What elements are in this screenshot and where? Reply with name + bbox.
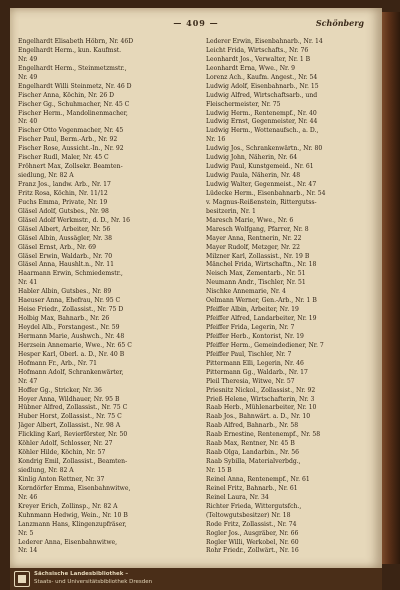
directory-entry: Neumann Andr., Tischler, Nr. 51 [206, 279, 306, 287]
directory-entry: Raab Ernestine, Rentenempf., Nr. 58 [206, 431, 321, 439]
directory-entry: Haarmann Erwin, Schmiedemstr., [18, 270, 123, 278]
directory-entry: Habler Albin, Gutsbes., Nr. 89 [18, 288, 112, 296]
directory-entry: Hermann Marie, Aushwch., Nr. 48 [18, 332, 125, 340]
directory-entry: Pleil Theresia, Witwe, Nr. 57 [206, 377, 295, 385]
directory-entry: Pittermann Gg., Waldarb., Nr. 17 [206, 368, 308, 376]
footer-line-2: Staats- und Universitätsbibliothek Dresden [34, 579, 153, 585]
directory-entry: Rogler Jos., Ausgräber, Nr. 66 [206, 529, 299, 537]
right-column [206, 38, 374, 556]
directory-entry: Gläsel Anna, Haushlt.n., Nr. 11 [18, 261, 115, 269]
directory-entry: Leicht Frida, Wirtschafts., Nr. 76 [206, 46, 309, 54]
directory-entry: Pfeiffer Albin, Arbeiter, Nr. 19 [206, 306, 299, 314]
directory-entry: Fischer Paul, Berm.-Arb., Nr. 92 [18, 136, 118, 144]
directory-entry: Hübner Alfred, Zollassist., Nr. 75 C [18, 404, 128, 412]
directory-entry: Ludwig Paul, Kunstgemeid., Nr. 61 [206, 163, 314, 171]
directory-entry: Köhler Hilde, Köchin, Nr. 57 [18, 449, 106, 457]
directory-entry: Nr. 49 [18, 55, 38, 63]
directory-entry: Prieß Helene, Wirtschafterin, Nr. 3 [206, 395, 315, 403]
directory-entry: Nr. 14 [18, 547, 38, 555]
directory-entry: Rode Fritz, Zollassist., Nr. 74 [206, 520, 297, 528]
directory-entry: Lanzmann Hans, Klingenzupfräser, [18, 520, 127, 528]
footer-line-1: Sächsische Landesbibliothek – [34, 571, 129, 577]
directory-entry: Ludwig John, Näherin, Nr. 64 [206, 154, 298, 162]
directory-entry: Raab Jos., Bahnwärt. a. D., Nr. 10 [206, 413, 311, 421]
directory-entry: Nr. 41 [18, 279, 38, 287]
directory-entry: Maresch Wolfgang, Pfarrer, Nr. 8 [206, 225, 309, 233]
running-head: Schönberg [315, 18, 364, 28]
directory-entry: Neisch Max, Zementarb., Nr. 51 [206, 270, 306, 278]
directory-entry: Ludwig Herm., Rentenempf., Nr. 40 [206, 109, 317, 117]
directory-entry: Gläsel Erwin, Waldarb., Nr. 70 [18, 252, 113, 260]
directory-entry: Engelhardt Elisabeth Höbrn, Nr. 46D [18, 38, 134, 45]
left-column [18, 38, 186, 556]
directory-entry: Richter Frieda, Wittergutsfch., [206, 502, 302, 510]
directory-entry: Raab Olga, Landarbin., Nr. 56 [206, 449, 300, 457]
directory-entry: Jäger Albert, Zollassist., Nr. 98 A [18, 422, 121, 430]
library-logo-icon [14, 571, 30, 587]
directory-entry: Ludwig Alfred, Wirtschaftsarb., und [206, 91, 318, 99]
directory-entry: Pfeiffer Herb., Kontorist, Nr. 19 [206, 332, 304, 340]
directory-entry: Rogler Willi, Werkobel, Nr. 60 [206, 538, 299, 546]
directory-entry: Maresch Marie, Wwe., Nr. 6 [206, 216, 294, 224]
directory-entry: Franz Jos., landw. Arb., Nr. 17 [18, 181, 111, 188]
directory-entry: v. Magnus-Reißenstein, Rittergutss- [206, 198, 317, 206]
directory-entry: Lederer Anna, Eisenbahnwitwe, [18, 538, 118, 546]
directory-entry: Fröhnert Max, Zollsekr. Beamten- [18, 163, 123, 171]
directory-entry: Nischke Annemarie, Nr. 4 [206, 288, 286, 296]
directory-entry: Haeuser Anna, Ehefrau, Nr. 95 C [18, 297, 121, 305]
directory-entry: Kinlig Anton Rettner, Nr. 37 [18, 475, 105, 483]
directory-entry: Herzsein Annemarie, Wwe., Nr. 65 C [18, 341, 132, 349]
directory-entry: Fischer Anna, Köchin, Nr. 26 D [18, 91, 115, 99]
directory-entry: Kondrig Emil, Zollassist., Beamten- [18, 458, 128, 466]
directory-entry: Leonhardt Jos., Verwalter, Nr. 1 B [206, 55, 311, 63]
directory-entry: Hesper Karl, Oberl. a. D., Nr. 40 B [18, 350, 125, 358]
directory-entry: Fischer Rudl, Maler, Nr. 45 C [18, 154, 109, 162]
directory-entry: Gläsel Adolf, Gutsbes., Nr. 98 [18, 207, 109, 215]
directory-entry: Priesnitz Nickol., Zollassist., Nr. 92 [206, 386, 316, 394]
directory-entry: Engelhardt Herm., Steinmetzmstr., [18, 64, 127, 72]
directory-entry: Leonhardt Erna, Wwe., Nr. 9 [206, 64, 296, 72]
directory-entry: Milzner Karl, Zollassist., Nr. 19 B [206, 252, 310, 260]
directory-entry: Gläsel Ernst, Arb., Nr. 69 [18, 243, 97, 251]
directory-entry: Hoffer Gg., Stricker, Nr. 36 [18, 386, 102, 394]
directory-entry: Fritz Rosa, Köchin, Nr. 11/12 [18, 189, 108, 197]
directory-entry: Reinel Anna, Rentenempf., Nr. 61 [206, 475, 310, 483]
directory-entry: Pfeiffer Paul, Tischler, Nr. 7 [206, 350, 292, 358]
directory-entry: Nr. 40 [18, 118, 38, 126]
directory-entry: Pfeiffer Herm., Gemeindediener, Nr. 7 [206, 341, 324, 349]
directory-entry: Köhler Adolf, Schlosser, Nr. 27 [18, 440, 113, 448]
directory-entry: Mayer Anna, Rentnerin, Nr. 22 [206, 234, 302, 242]
directory-entry: Fischer Gg., Schuhmacher, Nr. 45 C [18, 100, 130, 108]
directory-entry: Engelhardt Willi Steinmetz, Nr. 46 D [18, 82, 132, 90]
directory-entry: Hofmann Fr., Arb., Nr. 71 [18, 359, 97, 367]
directory-entry: Flickling Karl, Revierförster, Nr. 50 [18, 431, 128, 439]
directory-entry: Gläsel Albert, Arbeiter, Nr. 56 [18, 225, 111, 233]
directory-entry: Fleischermeister, Nr. 75 [206, 100, 281, 108]
directory-entry: Oelmann Werner, Gen.-Arb., Nr. 1 B [206, 297, 317, 305]
directory-entry: (Teltowgutsbesitzer) Nr. 18 [206, 511, 291, 519]
directory-entry: Fischer Otto Vogenmacher, Nr. 45 [18, 127, 124, 135]
directory-entry: siedlung, Nr. 82 A [18, 467, 74, 474]
directory-entry: Raab Sybilla, Materialverbdg., [206, 458, 301, 466]
directory-entry: Reinel Fritz, Bahnarb., Nr. 61 [206, 484, 298, 492]
directory-entry: Mayer Rudolf, Metzger, Nr. 22 [206, 243, 301, 251]
directory-entry: Ludwig Ernst, Gegenmeister, Nr. 44 [206, 118, 318, 126]
directory-entry: Heise Friedr., Zollassist., Nr. 75 D [18, 306, 124, 314]
directory-entry: Nr. 15 B [206, 467, 232, 474]
directory-entry: besitzerin, Nr. 1 [206, 207, 256, 215]
directory-entry: Nr. 46 [18, 493, 38, 501]
directory-entry: Kreyer Erich, Zollinsp., Nr. 82 A [18, 502, 118, 510]
directory-entry: Hofmann Adolf, Schrankenwärter, [18, 368, 124, 376]
directory-entry: Raab Alfred, Bahnarb., Nr. 58 [206, 422, 299, 430]
directory-entry: Rohr Friedr., Zollwärt., Nr. 16 [206, 547, 299, 555]
library-footer [10, 568, 382, 590]
directory-entry: Nr. 49 [18, 73, 38, 81]
directory-entry: Fischer Herm., Mandolinenmacher, [18, 109, 128, 117]
directory-entry: Reinel Laura, Nr. 34 [206, 493, 269, 501]
directory-entry: Ludwig Jos., Schrankenwärtn., Nr. 80 [206, 145, 323, 153]
directory-entry: Pfeiffer Frida, Legerin, Nr. 7 [206, 324, 295, 331]
directory-entry: Lorenz Ach., Kaufm. Angest., Nr. 54 [206, 73, 318, 81]
directory-entry: Engelhardt Herm., kun. Kaufmst. [18, 46, 122, 54]
directory-entry: Nr. 47 [18, 377, 38, 385]
directory-entry: Fuchs Emma, Private, Nr. 19 [18, 198, 108, 206]
directory-entry: Kuhnmann Hedwig, Wein., Nr. 10 B [18, 511, 128, 519]
directory-entry: Ludwig Herm., Wottenaufsch., a. D., [206, 127, 319, 135]
directory-entry: Lederer Erwin, Eisenbahnarb., Nr. 14 [206, 38, 323, 45]
directory-entry: Korndörfer Emma, Eisenbahnwitwe, [18, 484, 131, 492]
directory-entry: Pfeiffer Alfred, Landarbeiter, Nr. 19 [206, 315, 317, 323]
directory-entry: Mänchel Frida, Wirtschaftn., Nr. 18 [206, 261, 317, 269]
directory-entry: Heydel Alb., Forstangest., Nr. 59 [18, 324, 120, 331]
directory-entry: Fischer Rose, Aussicht.-In., Nr. 92 [18, 145, 124, 153]
directory-entry: Gläsel Albin, Aussägler, Nr. 38 [18, 234, 113, 242]
directory-entry: Hoyer Anna, Wildhauer, Nr. 95 B [18, 395, 120, 403]
directory-entry: Raab Max, Rentner, Nr. 45 B [206, 440, 295, 448]
directory-entry: Ludwig Walter, Gegenmeist., Nr. 47 [206, 181, 317, 188]
book-edge [382, 12, 400, 564]
directory-entry: Pittermann Elli, Legerin, Nr. 46 [206, 359, 304, 367]
directory-entry: Huber Horst, Zollassist., Nr. 75 C [18, 413, 122, 421]
directory-entry: Raab Herb., Mühlenarbeiter, Nr. 10 [206, 404, 317, 412]
directory-page [10, 8, 382, 568]
directory-entry: Ludwig Adolf, Eisenbahnarb., Nr. 15 [206, 82, 319, 90]
directory-entry: siedlung, Nr. 82 A [18, 172, 74, 180]
directory-entry: Holbig Max, Bahnarb., Nr. 26 [18, 315, 110, 323]
page-number: — 409 — [173, 18, 219, 28]
directory-entry: Ludwig Paula, Näherin, Nr. 48 [206, 172, 301, 180]
directory-entry: Nr. 16 [206, 136, 226, 144]
directory-entry: Lüdecke Herm., Eisenbahnarb., Nr. 54 [206, 189, 326, 197]
directory-entry: Nr. 5 [18, 529, 34, 537]
page-header [10, 18, 382, 32]
directory-entry: Gläsel Adolf Werkmstr., d. D., Nr. 16 [18, 216, 131, 224]
